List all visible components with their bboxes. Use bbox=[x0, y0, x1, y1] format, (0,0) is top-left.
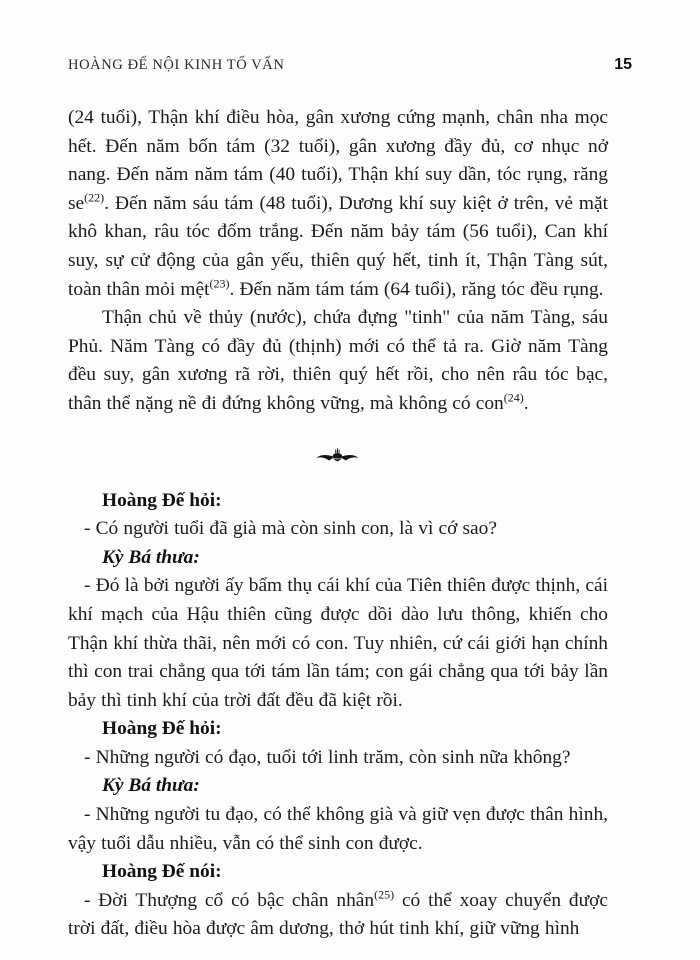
text-run: - Đó là bởi người ấy bẩm thụ cái khí của Tiên thiên được thịnh, cái khí mạch của Hậu thiên cũng được dồi dào lưu thông, khiến cho Thận khí thừa thãi, nên mới có con. Tuy nhiên, cứ cái giới hạn chính thì con trai chẳng qua tới tám lần tám; con gái chẳng qua tới bảy lần bảy thì tinh khí của trời đất đều đã kiệt rồi. bbox=[68, 575, 608, 711]
footnote-marker: (23) bbox=[209, 276, 230, 291]
text-run: - Những người có đạo, tuổi tới linh trăm, còn sinh nữa không? bbox=[84, 746, 571, 768]
speaker-label: Hoàng Đế hỏi: bbox=[102, 489, 222, 511]
text-run: (24 tuổi), Thận khí điều hòa, gân xương cứng mạnh, chân nha mọc hết. Đến năm bốn tám (32 tuổi), gân xương đầy đủ, cơ nhục nở nang. Đến năm năm tám (40 tuổi), Thận khí suy dần, tóc rụng, răng se bbox=[68, 107, 608, 214]
text-run: có thể xoay chuyển được trời đất, điều hòa được âm dương, thở hút tinh khí, giữ vững hình bbox=[68, 889, 609, 940]
footnote-marker: (22) bbox=[84, 190, 105, 205]
speech-paragraph bbox=[68, 572, 608, 715]
text-run: - Những người tu đạo, có thể không già và giữ vẹn được thân hình, vậy tuổi dẫu nhiều, vẫn có thể sinh con được. bbox=[68, 804, 608, 854]
section-divider bbox=[68, 439, 608, 473]
speaker-label: Kỳ Bá thưa: bbox=[102, 546, 200, 568]
body-paragraphs bbox=[68, 104, 608, 419]
speech-paragraph bbox=[68, 515, 608, 544]
text-run: - Có người tuổi đã già mà còn sinh con, là vì cớ sao? bbox=[84, 518, 497, 540]
footnote-marker: (25) bbox=[374, 887, 395, 902]
body-paragraph bbox=[68, 104, 608, 304]
dialogue-section bbox=[68, 487, 608, 945]
text-run: . Đến năm tám tám (64 tuổi), răng tóc đều rụng. bbox=[229, 278, 604, 300]
speaker-label: Hoàng Đế nói: bbox=[102, 861, 222, 883]
page-number: 15 bbox=[614, 56, 632, 73]
running-head bbox=[68, 56, 632, 78]
speaker-label: Hoàng Đế hỏi: bbox=[102, 718, 222, 740]
text-run: - Đời Thượng cổ có bậc chân nhân bbox=[84, 889, 375, 911]
body-paragraph bbox=[68, 304, 608, 418]
text-run: . bbox=[523, 392, 529, 414]
footnote-marker: (24) bbox=[503, 390, 524, 405]
decorative-flourish-icon bbox=[315, 446, 361, 466]
running-head-title: HOÀNG ĐẾ NỘI KINH TỐ VẤN bbox=[68, 57, 285, 73]
text-run: Thận chủ về thủy (nước), chứa đựng "tinh" của năm Tàng, sáu Phủ. Năm Tàng có đầy đủ (thịnh) mới có thể tả ra. Giờ năm Tàng đều suy, gân xương rã rời, thiên quý hết rồi, cho nên râu tóc bạc, thân thể nặng nề đi đứng không vững, mà không có con bbox=[68, 307, 608, 414]
speech-paragraph bbox=[68, 887, 608, 944]
speech-paragraph bbox=[68, 801, 608, 858]
speech-paragraph bbox=[68, 744, 608, 773]
text-column bbox=[68, 104, 608, 944]
speaker-label: Kỳ Bá thưa: bbox=[102, 775, 200, 797]
text-run: . Đến năm sáu tám (48 tuổi), Dương khí suy kiệt ở trên, vẻ mặt khô khan, râu tóc đốm trắng. Đến năm bảy tám (56 tuổi), Can khí suy, sự cử động của gân yếu, thiên quý hết, tinh ít, Thận Tàng sút, toàn thân mỏi mệt bbox=[68, 192, 608, 300]
